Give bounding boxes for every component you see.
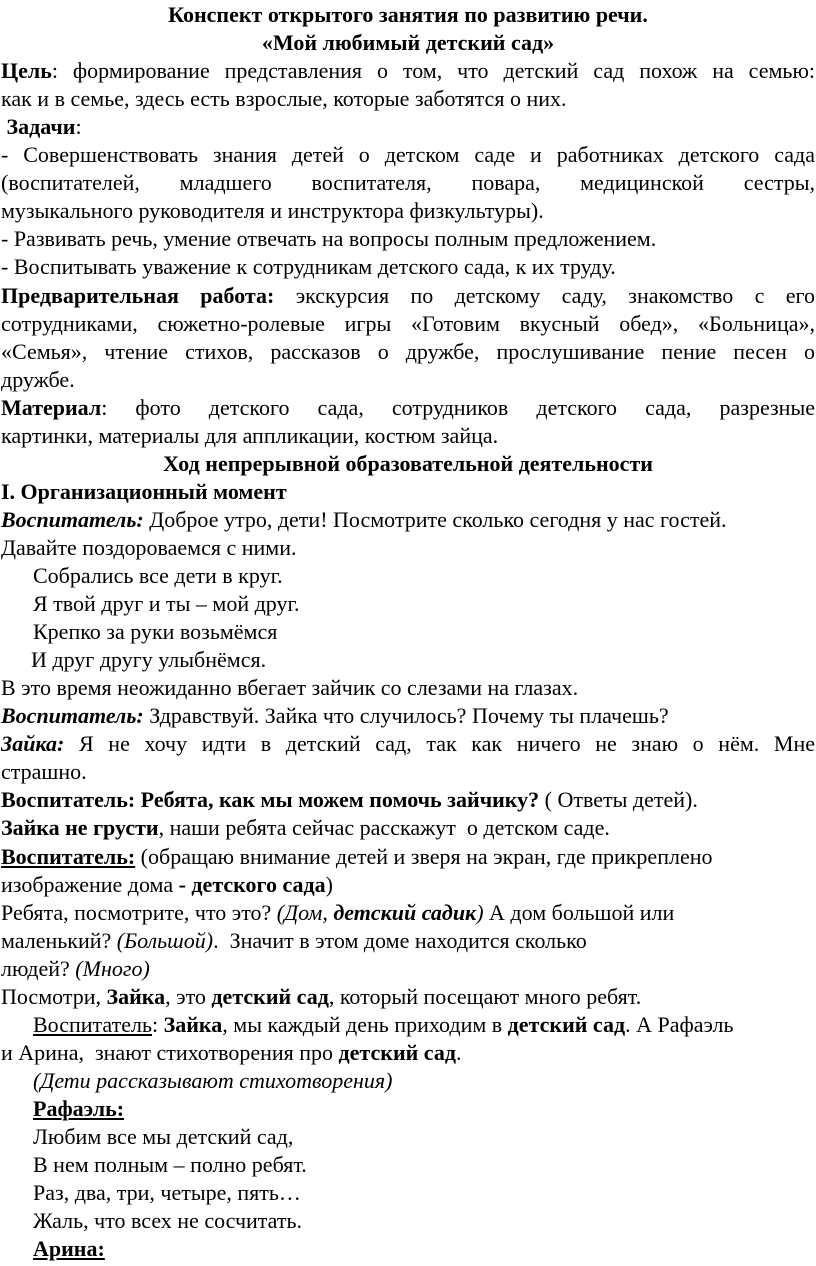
text-line [1,843,815,871]
text-line [1,814,815,842]
text-run: Я не хочу идти в детский сад, так как ничего не знаю о нём. Мне [64,731,815,757]
text-line [33,1011,815,1039]
text-run: Посмотри, [1,983,107,1009]
text-run: . А Рафаэль [625,1011,734,1037]
text-run: Предварительная работа: [1,282,275,308]
text-line [1,450,815,478]
text-line [1,1039,815,1067]
text-line [1,169,815,197]
text-run: . Значит в этом доме находится сколько [213,927,587,953]
text-run: экскурсия по детскому саду, знакомство с его [274,282,815,308]
text-run: Собрались все дети в круг. [33,563,283,588]
text-line [1,422,815,450]
text-line [1,786,815,814]
text-line [33,618,815,646]
text-run: картинки, материалы для аппликации, костюм зайца. [1,422,499,448]
text-line [1,506,815,534]
text-line [1,534,815,562]
text-line [1,366,815,394]
text-run: и Арина, знают стихотворения про [1,1039,339,1065]
text-run: Арина: [33,1236,105,1262]
text-run: - Развивать речь, умение отвечать на вопросы полным предложением. [1,226,657,252]
text-line [1,394,815,422]
text-run: «Мой любимый детский сад» [261,30,555,56]
text-run: И друг другу улыбнёмся. [31,647,267,673]
text-run: Жаль, что всех не сосчитать. [33,1208,303,1234]
text-line [1,197,815,225]
text-run: , это [165,983,212,1009]
text-run: Цель [1,58,52,84]
text-line [33,1235,815,1263]
text-run: В нем полным – полно ребят. [33,1152,307,1178]
text-line [1,225,815,253]
text-run: (Дом, [276,899,334,925]
text-run: - Совершенствовать знания детей о детском саде и работниках детского сада [1,142,815,168]
text-run: детский сад [211,983,329,1009]
text-run: (Дети рассказывают стихотворения) [33,1067,393,1093]
text-run: I. Организационный момент [1,478,287,504]
text-line [33,590,815,618]
text-run: Раз, два, три, четыре, пять… [33,1180,301,1206]
text-line [1,141,815,169]
text-line [1,29,815,57]
text-run: , который посещают много ребят. [328,983,642,1009]
text-run: (воспитателей, младшего воспитателя, повара, медицинской сестры, [1,170,815,196]
text-line [1,927,815,955]
text-run: страшно. [1,759,87,785]
text-run: Любим все мы детский сад, [33,1124,294,1149]
text-line [1,983,815,1011]
text-run: изображение дома [1,871,179,897]
text-run: Зайка не грусти [1,815,159,841]
text-run: Зайка [106,983,166,1009]
text-run: Воспитатель: [1,843,136,869]
text-run: Воспитатель [33,1011,153,1037]
text-line [1,57,815,85]
text-run: - Воспитывать уважение к сотрудникам детского сада, к их труду. [1,254,616,280]
text-run: : [152,1011,164,1037]
text-line [1,730,815,758]
text-run: Воспитатель: [1,506,144,532]
text-line [1,1,815,29]
text-run: Зайка: [1,731,65,757]
text-run: ) [325,871,333,897]
text-run: Давайте поздороваемся с ними. [1,534,297,560]
text-line [1,253,815,281]
text-line [33,1067,815,1095]
text-run: (обращаю внимание детей и зверя на экран, где прикреплено [135,843,713,869]
text-run: (Большой) [116,927,214,953]
text-run: детский сад [507,1011,626,1037]
text-run: Воспитатель: Ребята, как мы можем помочь зайчику? [1,787,540,813]
text-run: , мы каждый день приходим в [222,1011,508,1037]
text-run: музыкального руководителя и инструктора физкультуры). [1,198,544,224]
text-run: (Много) [75,955,150,981]
text-line [33,1095,815,1123]
text-run: ) [476,899,484,925]
text-run: детский садик [333,899,477,925]
text-run: дружбе. [1,366,75,392]
text-run: как и в семье, здесь есть взрослые, которые заботятся о них. [1,86,567,112]
text-line [33,1123,815,1151]
text-run: Задачи [6,114,76,140]
text-run: Зайка [163,1011,223,1037]
text-run: Конспект открытого занятия по развитию речи. [168,2,648,27]
text-line [33,1179,815,1207]
text-run: Воспитатель: [1,703,144,729]
text-line [1,955,815,983]
text-run: Рафаэль: [33,1095,125,1121]
text-line [33,1207,815,1235]
text-line [1,899,815,927]
text-run: сотрудниками, сюжетно-ролевые игры «Готовим вкусный обед», «Больница», [1,310,815,336]
text-run: Я твой друг и ты – мой друг. [33,591,300,617]
text-run: Крепко за руки возьмёмся [33,619,278,645]
text-line [1,758,815,786]
text-run: : формирование представления о том, что детский сад похож на семью: [51,58,815,84]
text-run: Здравствуй. Зайка что случилось? Почему ты плачешь? [143,703,669,729]
text-run: . [455,1039,462,1065]
text-run: : [75,114,82,140]
text-line [33,1151,815,1179]
text-line [1,338,815,366]
text-line [33,562,815,590]
text-run: Материал [1,394,102,420]
text-run: людей? [1,955,76,981]
text-run: - детского сада [178,871,326,897]
text-line [1,85,815,113]
text-run: Ход непрерывной образовательной деятельности [163,450,653,476]
text-run: Ребята, посмотрите, что это? [1,899,277,925]
text-line [31,646,815,674]
text-line [1,478,815,506]
text-line [1,674,815,702]
text-run: Доброе утро, дети! Посмотрите сколько сегодня у нас гостей. [143,506,727,532]
text-line [1,871,815,899]
text-run: ( Ответы детей). [539,787,698,813]
text-run: В это время неожиданно вбегает зайчик со слезами на глазах. [1,675,579,701]
text-run: , наши ребята сейчас расскажут о детском саде. [158,815,610,841]
text-line [1,113,815,141]
text-run: А дом большой или [483,899,675,925]
text-run: «Семья», чтение стихов, рассказов о дружбе, прослушивание пение песен о [1,338,815,364]
text-line [1,282,815,310]
text-line [1,702,815,730]
text-run: маленький? [1,927,117,953]
text-run: : фото детского сада, сотрудников детского сада, разрезные [101,394,815,420]
text-run: детский сад [338,1039,456,1065]
text-line [1,310,815,338]
